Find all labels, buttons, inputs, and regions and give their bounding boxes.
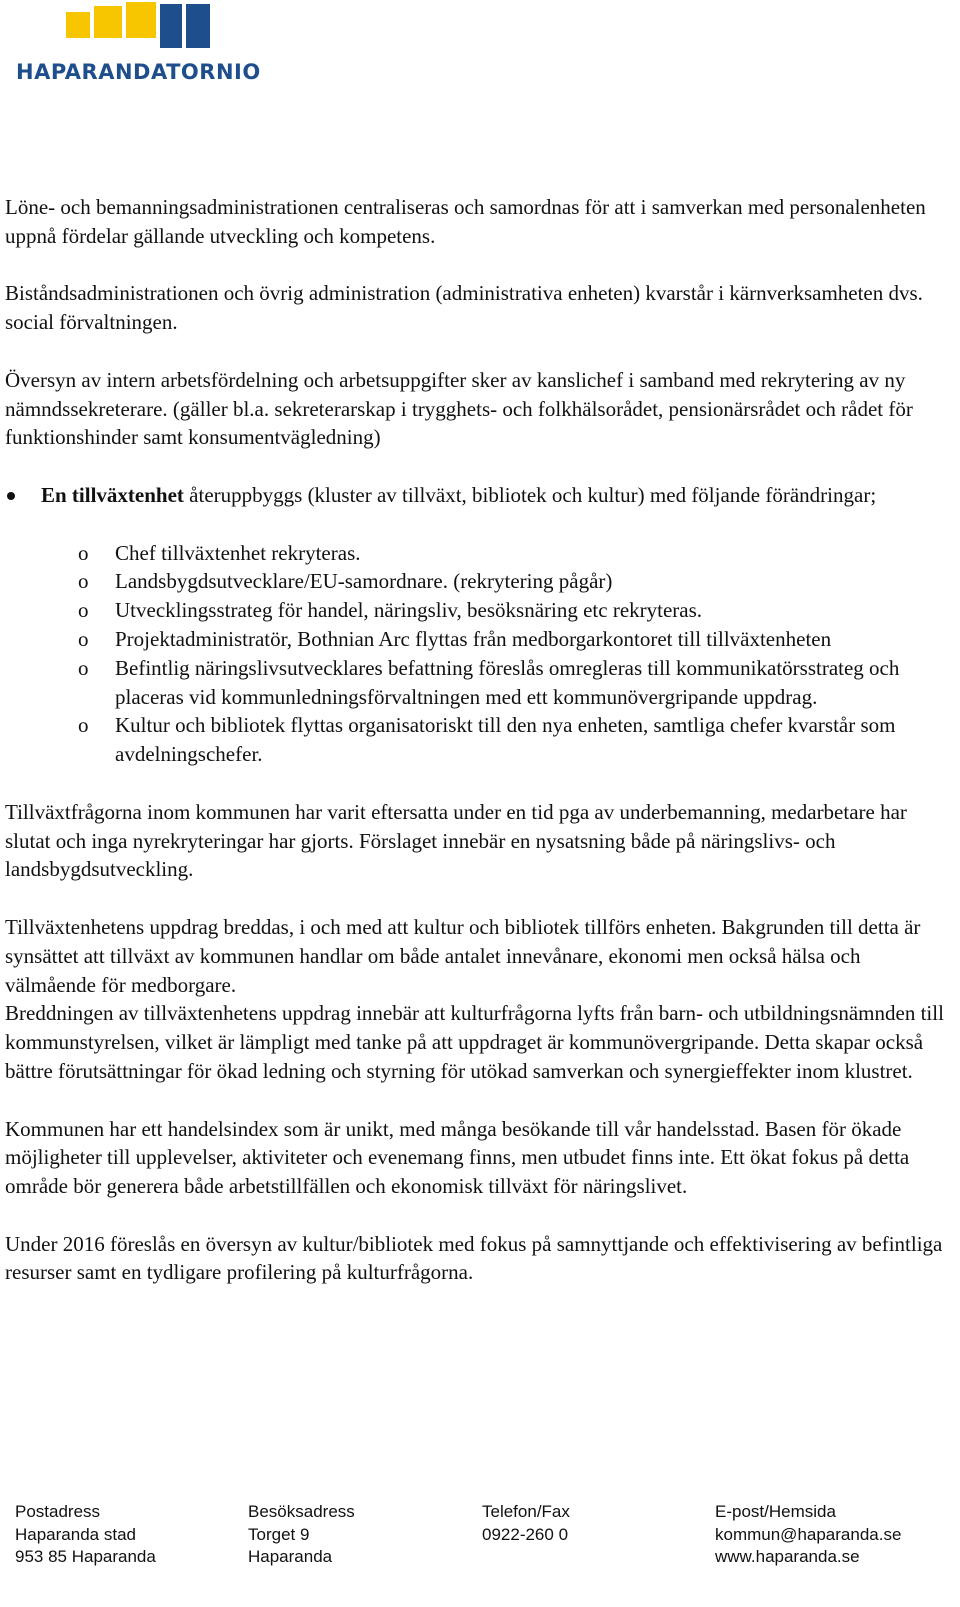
- website-link[interactable]: www.haparanda.se: [715, 1547, 860, 1566]
- circle-bullet-icon: o: [78, 626, 89, 651]
- sub-list-item: [5, 625, 950, 654]
- paragraph: Löne- och bemanningsadministrationen centraliseras och samordnas för att i samverkan med personalenheten uppnå fördelar gällande utveckling och kompetens.: [5, 195, 926, 248]
- footer-label: Telefon/Fax: [482, 1502, 570, 1521]
- sub-item-text: Befintlig näringslivsutvecklares befattning föreslås omregleras till kommunikatörsstrateg och placeras vid kommunledningsförvaltningen med ett kommunövergripande uppdrag.: [115, 655, 900, 709]
- logo-bar: [160, 4, 182, 48]
- circle-bullet-icon: o: [78, 569, 89, 594]
- sub-item-text: Projektadministratör, Bothnian Arc flyttas från medborgarkontoret till tillväxtenheten: [115, 626, 832, 651]
- logo-bar: [66, 12, 90, 38]
- logo-bar: [186, 4, 210, 48]
- sub-item-text: Utvecklingsstrateg för handel, näringsliv, besöksnäring etc rekryteras.: [115, 598, 703, 623]
- logo-wordmark: HAPARANDATORNIO: [16, 60, 261, 84]
- logo-bar: [126, 2, 156, 38]
- sub-list-item: [5, 539, 950, 568]
- footer-value: Haparanda stad: [15, 1524, 136, 1544]
- footer-label: Postadress: [15, 1502, 101, 1521]
- footer-value: Haparanda: [248, 1547, 333, 1566]
- sub-item-text: Chef tillväxtenhet rekryteras.: [115, 540, 361, 565]
- bullet-item: [5, 481, 950, 510]
- paragraph: Tillväxtfrågorna inom kommunen har varit eftersatta under en tid pga av underbemanning, medarbetare har slutat och inga nyrekryteringar har gjorts. Förslaget innebär en nysatsning både på näringslivs- och landsbygdsutveckling.: [5, 799, 907, 882]
- footer-besoksadress: [248, 1501, 355, 1569]
- paragraph: Kommunen har ett handelsindex som är unikt, med många besökande till vår handelsstad. Basen för ökade möjligheter till upplevelser, aktiviteter och evenemang finns, men utbudet finns inte. Ett ökat fokus på detta område bör generera både arbetstillfällen och ekonomisk tillväxt för näringslivet.: [5, 1116, 910, 1199]
- logo-graphic: [12, 0, 212, 60]
- circle-bullet-icon: o: [78, 598, 89, 623]
- footer-value: 0922-260 0: [482, 1524, 569, 1544]
- haparandatornio-logo: [12, 0, 302, 90]
- bullet-bold-lead: En tillväxtenhet: [41, 482, 184, 507]
- circle-bullet-icon: o: [78, 540, 89, 565]
- paragraph: Översyn av intern arbetsfördelning och arbetsuppgifter sker av kanslichef i samband med rekrytering av ny nämndssekreterare. (gäller bl.a. sekreterarskap i trygghets- och folkhälsorådet, pensionärsrådet och rådet för funktionshinder samt konsumentvägledning): [5, 367, 913, 450]
- footer-label: E-post/Hemsida: [715, 1502, 836, 1521]
- footer-epost: [715, 1501, 901, 1569]
- footer-value: 953 85 Haparanda: [15, 1547, 156, 1566]
- sub-list-item: [5, 654, 950, 712]
- paragraph: Breddningen av tillväxtenhetens uppdrag innebär att kulturfrågorna lyfts från barn- och utbildningsnämnden till kommunstyrelsen, vilket är lämpligt med tanke på att uppdraget är kommunövergripande. Detta skapar också bättre förutsättningar för ökad ledning och styrning för utökad samverkan och synergieffekter inom klustret.: [5, 1001, 944, 1083]
- sub-item-text: Landsbygdsutvecklare/EU-samordnare. (rekrytering pågår): [115, 569, 613, 594]
- paragraph: Biståndsadministrationen och övrig administration (administrativa enheten) kvarstår i kärnverksamheten dvs. social förvaltningen.: [5, 281, 923, 335]
- paragraph: Tillväxtenhetens uppdrag breddas, i och med att kultur och bibliotek tillförs enheten. Bakgrunden till detta är synsättet att tillväxt av kommunen handlar om både antalet innevånare, ekonomi men också hälsa och välmående för medborgare.: [5, 914, 921, 997]
- circle-bullet-icon: o: [78, 655, 89, 680]
- email-link[interactable]: kommun@haparanda.se: [715, 1524, 902, 1544]
- sub-item-text: Kultur och bibliotek flyttas organisatoriskt till den nya enheten, samtliga chefer kvarstår som avdelningschefer.: [115, 713, 896, 767]
- bullet-dot-icon: [7, 492, 15, 500]
- circle-bullet-icon: o: [78, 713, 89, 738]
- paragraph: Under 2016 föreslås en översyn av kultur/bibliotek med fokus på samnyttjande och effektivisering av befintliga resurser samt en tydligare profilering på kulturfrågorna.: [5, 1231, 943, 1285]
- sub-list-item: [5, 711, 950, 769]
- sub-list-item: [5, 567, 950, 596]
- bullet-text: återuppbyggs (kluster av tillväxt, bibliotek och kultur) med följande förändringar;: [189, 482, 877, 507]
- sub-list-item: [5, 596, 950, 625]
- footer-postadress: [15, 1501, 156, 1569]
- logo-bar: [94, 6, 122, 38]
- document-body: [5, 193, 950, 1287]
- footer-label: Besöksadress: [248, 1502, 355, 1521]
- footer-value: Torget 9: [248, 1524, 310, 1544]
- footer-telefon: [482, 1501, 570, 1546]
